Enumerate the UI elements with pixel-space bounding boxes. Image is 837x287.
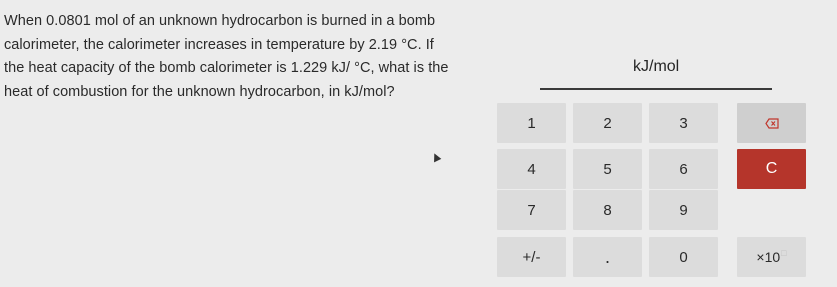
backspace-button[interactable]: [737, 103, 806, 143]
key-8[interactable]: 8: [573, 190, 642, 230]
question-line-2: calorimeter, the calorimeter increases in temperature by 2.19 °C. If: [4, 36, 434, 53]
decimal-point-button[interactable]: .: [573, 237, 642, 277]
answer-input-field[interactable]: [540, 88, 772, 90]
question-line-4: heat of combustion for the unknown hydrocarbon, in kJ/mol?: [4, 83, 395, 100]
question-line-3: the heat capacity of the bomb calorimeter is 1.229 kJ/ °C, what is the: [4, 60, 449, 76]
scientific-notation-button[interactable]: [737, 237, 806, 277]
key-6[interactable]: 6: [649, 149, 718, 189]
question-line-1: When 0.0801 mol of an unknown hydrocarbon is burned in a bomb: [4, 13, 436, 29]
key-0[interactable]: 0: [649, 237, 718, 277]
answer-unit-label: kJ/mol: [633, 58, 680, 75]
exp-power-box-icon: □: [781, 248, 787, 258]
key-5[interactable]: 5: [573, 149, 642, 189]
backspace-icon: [765, 118, 779, 129]
key-9[interactable]: 9: [649, 190, 718, 230]
key-1[interactable]: 1: [497, 103, 566, 143]
key-3[interactable]: 3: [649, 103, 718, 143]
mouse-pointer-icon: [431, 152, 442, 163]
exp-base-label: ×10: [756, 249, 781, 265]
key-7[interactable]: 7: [497, 190, 566, 230]
question-text: [4, 10, 474, 104]
clear-button[interactable]: C: [737, 149, 806, 189]
key-2[interactable]: 2: [573, 103, 642, 143]
sign-toggle-button[interactable]: +/-: [497, 237, 566, 277]
key-4[interactable]: 4: [497, 149, 566, 189]
